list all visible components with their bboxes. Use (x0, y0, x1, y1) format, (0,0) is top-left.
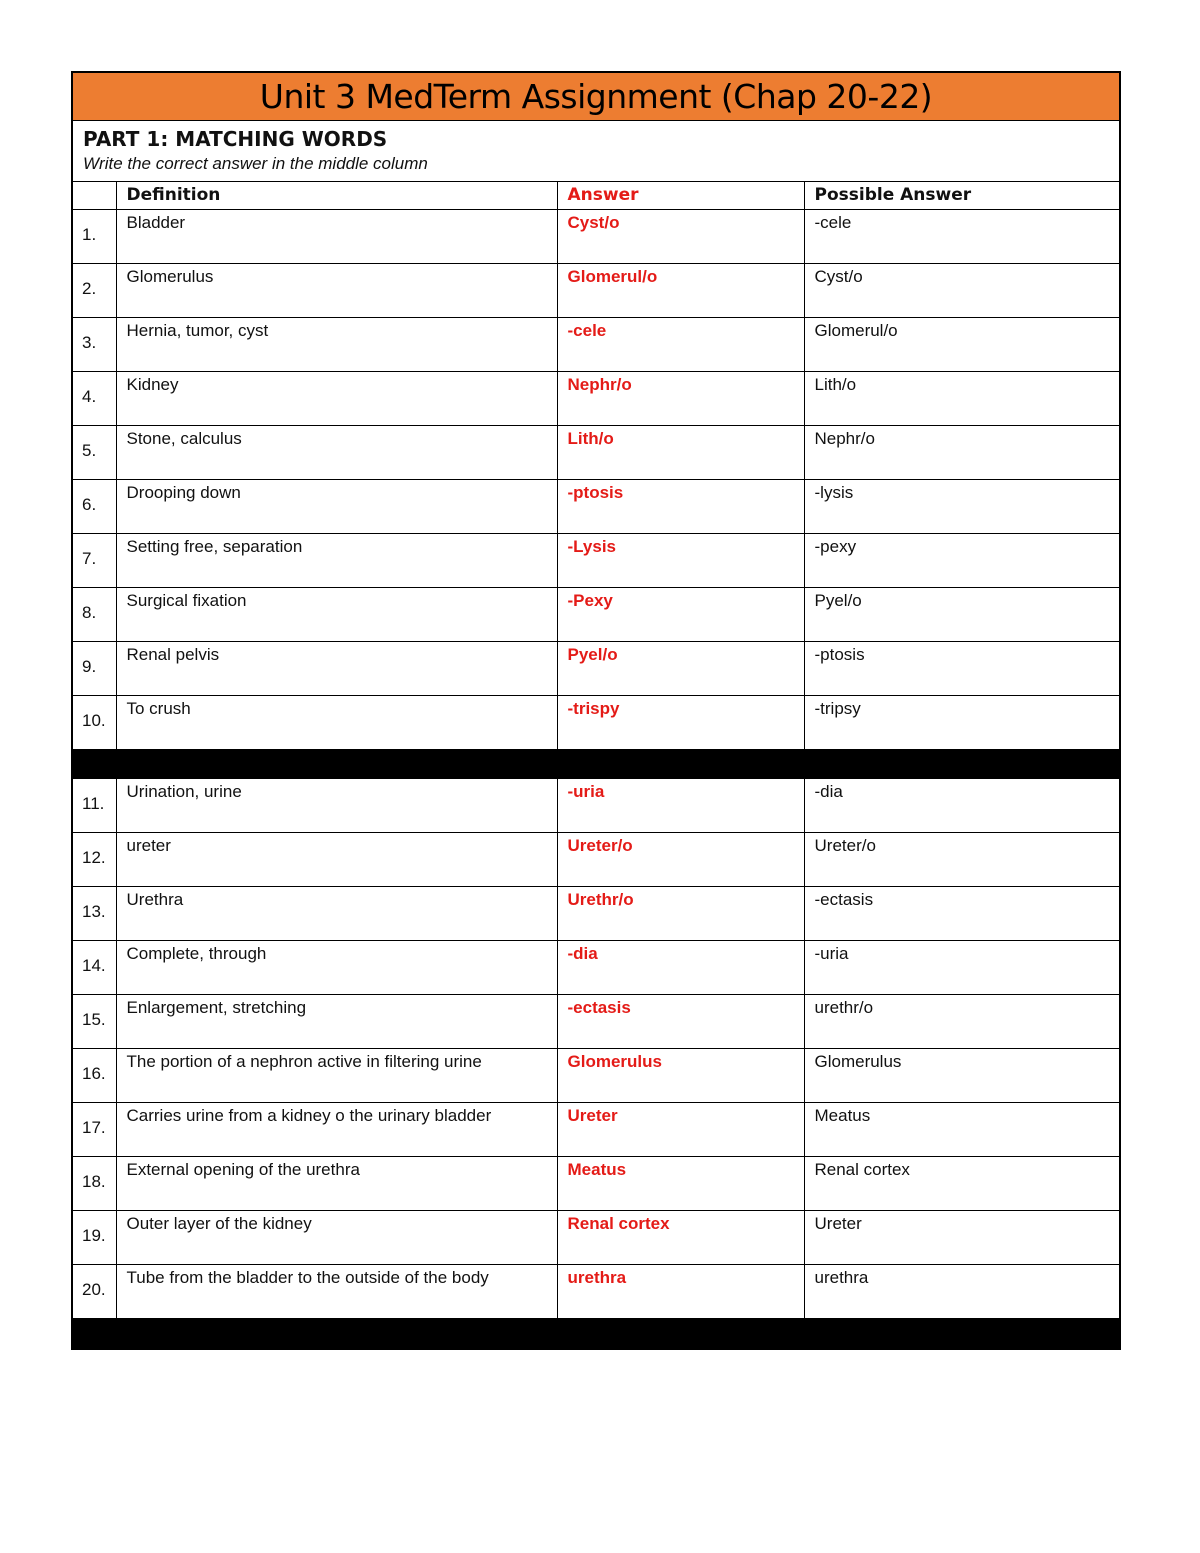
table-row (73, 695, 1119, 749)
table-row (73, 1156, 1119, 1210)
row-number: 10. (73, 695, 116, 749)
answer-cell[interactable]: Pyel/o (557, 641, 804, 695)
row-number: 6. (73, 479, 116, 533)
table-row (73, 1048, 1119, 1102)
definition-cell: To crush (116, 695, 557, 749)
possible-answer-cell: -tripsy (804, 695, 1119, 749)
definition-cell: Urethra (116, 886, 557, 940)
answer-cell[interactable]: -ptosis (557, 479, 804, 533)
row-number: 9. (73, 641, 116, 695)
definition-cell: Outer layer of the kidney (116, 1210, 557, 1264)
table-row (73, 317, 1119, 371)
answer-cell[interactable]: Meatus (557, 1156, 804, 1210)
row-number: 3. (73, 317, 116, 371)
definition-cell: External opening of the urethra (116, 1156, 557, 1210)
table-row (73, 587, 1119, 641)
table-row (73, 641, 1119, 695)
table-row (73, 832, 1119, 886)
answer-column-header: Answer (557, 182, 804, 209)
table-row (73, 263, 1119, 317)
possible-answer-cell: Ureter/o (804, 832, 1119, 886)
possible-answer-cell: Meatus (804, 1102, 1119, 1156)
table-row (73, 425, 1119, 479)
row-number: 5. (73, 425, 116, 479)
possible-answer-cell: Lith/o (804, 371, 1119, 425)
row-number: 2. (73, 263, 116, 317)
possible-answer-cell: Glomerul/o (804, 317, 1119, 371)
row-number: 15. (73, 994, 116, 1048)
possible-answer-cell: Pyel/o (804, 587, 1119, 641)
row-number: 17. (73, 1102, 116, 1156)
answer-cell[interactable]: Cyst/o (557, 209, 804, 263)
row-number: 18. (73, 1156, 116, 1210)
definition-column-header: Definition (116, 182, 557, 209)
section-separator-row (73, 1318, 1119, 1347)
table-row (73, 479, 1119, 533)
table-row (73, 994, 1119, 1048)
definition-cell: Kidney (116, 371, 557, 425)
part-title: PART 1: MATCHING WORDS (83, 127, 388, 151)
possible-answer-cell: Ureter (804, 1210, 1119, 1264)
answer-cell[interactable]: Urethr/o (557, 886, 804, 940)
possible-answer-cell: -lysis (804, 479, 1119, 533)
definition-cell: Glomerulus (116, 263, 557, 317)
possible-answer-cell: Renal cortex (804, 1156, 1119, 1210)
possible-answer-cell: -cele (804, 209, 1119, 263)
table-row (73, 940, 1119, 994)
answer-cell[interactable]: -uria (557, 778, 804, 832)
answer-cell[interactable]: Ureter/o (557, 832, 804, 886)
document-title: Unit 3 MedTerm Assignment (Chap 20-22) (73, 73, 1119, 121)
assignment-document (71, 71, 1121, 1350)
answer-cell[interactable]: -ectasis (557, 994, 804, 1048)
possible-answer-cell: -pexy (804, 533, 1119, 587)
possible-answer-cell: Nephr/o (804, 425, 1119, 479)
answer-cell[interactable]: Lith/o (557, 425, 804, 479)
table-row (73, 886, 1119, 940)
answer-cell[interactable]: -Pexy (557, 587, 804, 641)
answer-cell[interactable]: Glomerul/o (557, 263, 804, 317)
row-number: 11. (73, 778, 116, 832)
definition-cell: Carries urine from a kidney o the urinary bladder (116, 1102, 557, 1156)
answer-cell[interactable]: -dia (557, 940, 804, 994)
table-row (73, 209, 1119, 263)
table-row (73, 1264, 1119, 1318)
row-number: 12. (73, 832, 116, 886)
row-number: 14. (73, 940, 116, 994)
row-number: 4. (73, 371, 116, 425)
answer-cell[interactable]: Glomerulus (557, 1048, 804, 1102)
answer-cell[interactable]: Nephr/o (557, 371, 804, 425)
table-row (73, 778, 1119, 832)
row-number: 16. (73, 1048, 116, 1102)
row-number: 20. (73, 1264, 116, 1318)
section-separator-row (73, 749, 1119, 778)
possible-answer-cell: Glomerulus (804, 1048, 1119, 1102)
table-row (73, 371, 1119, 425)
possible-answer-cell: Cyst/o (804, 263, 1119, 317)
table-row (73, 1210, 1119, 1264)
part-instructions: Write the correct answer in the middle column (83, 154, 428, 173)
possible-answer-cell: urethr/o (804, 994, 1119, 1048)
answer-cell[interactable]: urethra (557, 1264, 804, 1318)
answer-cell[interactable]: -cele (557, 317, 804, 371)
definition-cell: Tube from the bladder to the outside of the body (116, 1264, 557, 1318)
table-header-row (73, 182, 1119, 209)
row-number: 1. (73, 209, 116, 263)
answer-cell[interactable]: -trispy (557, 695, 804, 749)
part-header (73, 121, 1119, 182)
definition-cell: Bladder (116, 209, 557, 263)
possible-answer-cell: urethra (804, 1264, 1119, 1318)
definition-cell: Complete, through (116, 940, 557, 994)
definition-cell: Hernia, tumor, cyst (116, 317, 557, 371)
possible-answer-cell: -ptosis (804, 641, 1119, 695)
row-number: 8. (73, 587, 116, 641)
definition-cell: Renal pelvis (116, 641, 557, 695)
definition-cell: Surgical fixation (116, 587, 557, 641)
answer-cell[interactable]: Ureter (557, 1102, 804, 1156)
row-number: 13. (73, 886, 116, 940)
answer-cell[interactable]: -Lysis (557, 533, 804, 587)
definition-cell: The portion of a nephron active in filtering urine (116, 1048, 557, 1102)
table-row (73, 533, 1119, 587)
section-separator-bar (73, 749, 1119, 778)
row-number: 19. (73, 1210, 116, 1264)
possible-answer-cell: -uria (804, 940, 1119, 994)
possible-answer-cell: -dia (804, 778, 1119, 832)
number-column-header (73, 182, 116, 209)
definition-cell: Urination, urine (116, 778, 557, 832)
section-separator-bar (73, 1318, 1119, 1347)
row-number: 7. (73, 533, 116, 587)
possible-answer-cell: -ectasis (804, 886, 1119, 940)
answer-cell[interactable]: Renal cortex (557, 1210, 804, 1264)
definition-cell: Enlargement, stretching (116, 994, 557, 1048)
definition-cell: ureter (116, 832, 557, 886)
matching-table (73, 182, 1119, 1348)
definition-cell: Drooping down (116, 479, 557, 533)
definition-cell: Setting free, separation (116, 533, 557, 587)
table-row (73, 1102, 1119, 1156)
definition-cell: Stone, calculus (116, 425, 557, 479)
possible-answer-column-header: Possible Answer (804, 182, 1119, 209)
